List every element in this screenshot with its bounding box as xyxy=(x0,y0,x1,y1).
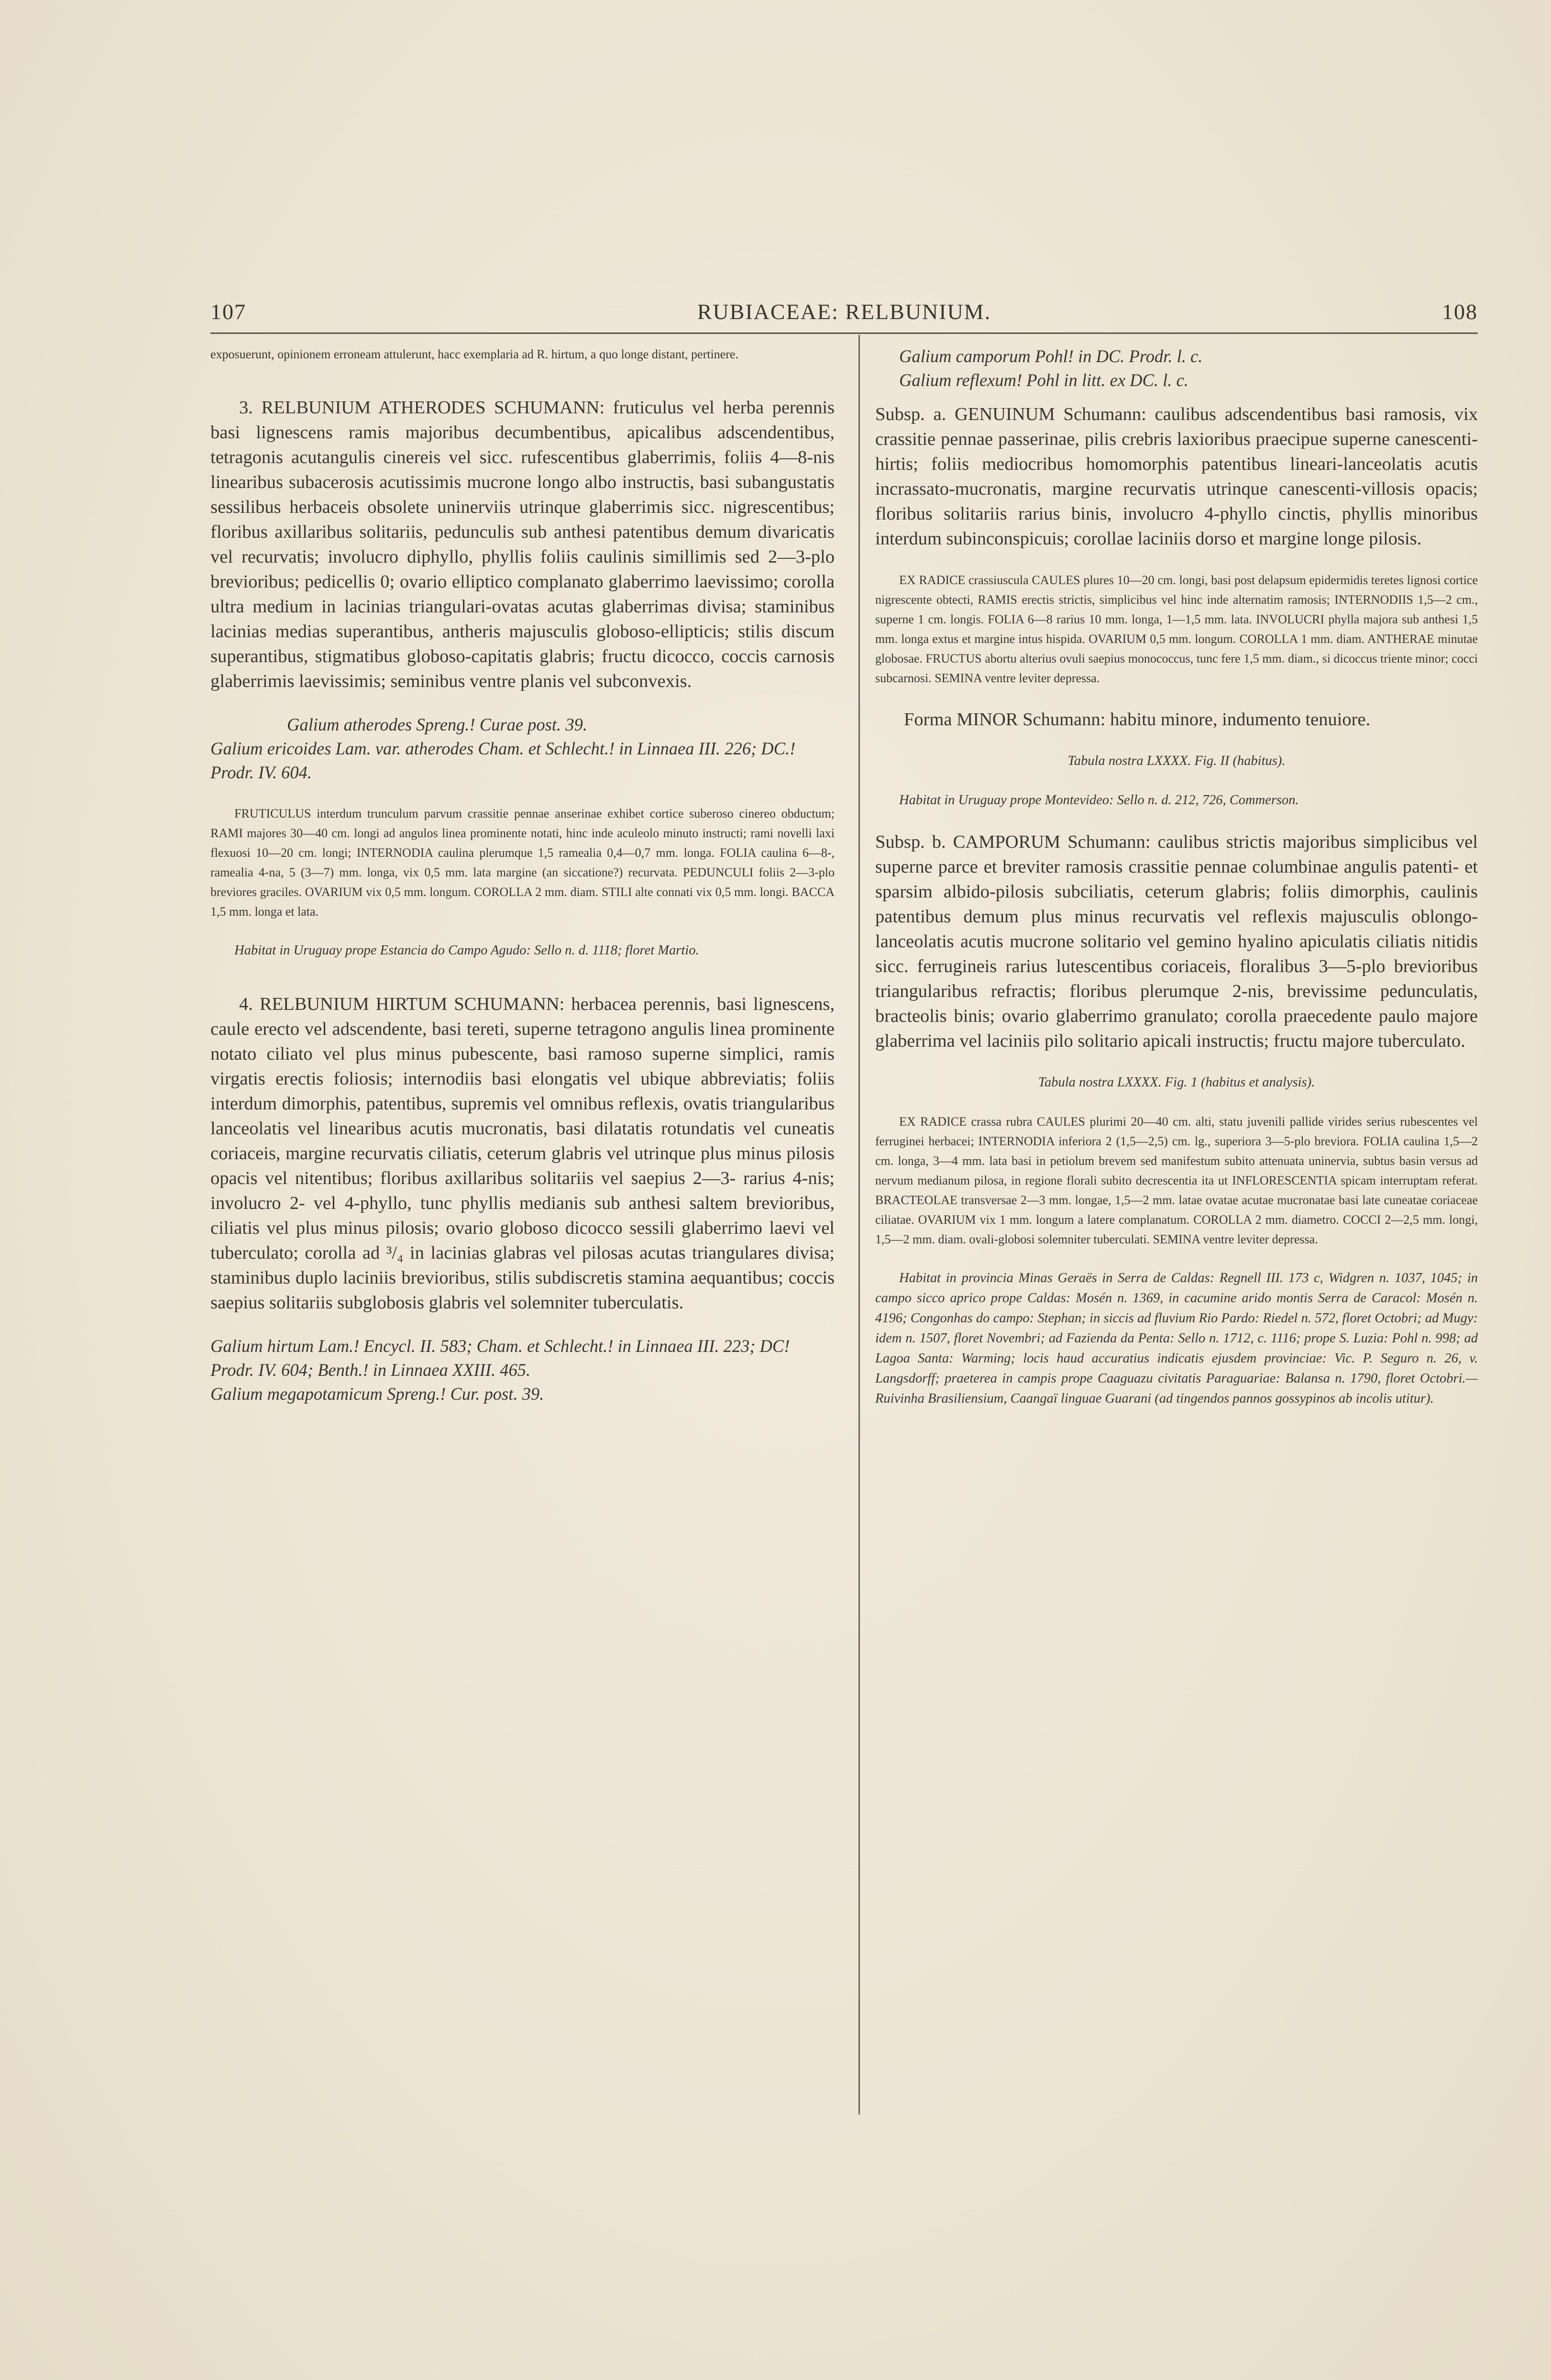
intro-text: exposuerunt, opinionem erroneam attulerunt, hacc exemplaria ad R. hirtum, a quo longe distant, pertinere. xyxy=(210,347,738,361)
plate-reference-1: Tabula nostra LXXXX. Fig. II (habitus). xyxy=(1067,753,1286,768)
subspecies-b-details: EX RADICE crassa rubra CAULES plurimi 20—40 cm. alti, statu juvenili pallide virides serius rubescentes vel ferruginei herbacei; INTERNODIA inferiora 2 (1,5—2,5) cm. lg., superiora 3—5-plo breviora. FOLIA caulina 1,5—2 cm. longa, 3—4 mm. lata basi in petiolum brevem sed manifestum subito attenuata uninervia, subtus basin versus ad nervum medianum pilosa, in regione florali subito decrescentia ita ut INFLORESCENTIA spicam interruptam referat. BRACTEOLAE transversae 2—3 mm. longae, 1,5—2 mm. latae ovatae acutae mucronatae basi late cuneatae coriaceae ciliatae. OVARIUM vix 1 mm. longum a latere complanatum. COROLLA 2 mm. diametro. COCCI 2—2,5 mm. longi, 1,5—2 mm. diam. ovali-globosi solemniter tuberculati. SEMINA ventre leviter depressa. xyxy=(875,1115,1478,1246)
running-header xyxy=(210,299,1478,332)
species-3-habitat: Habitat in Uruguay prope Estancia do Campo Agudo: Sello n. d. 1118; floret Martio. xyxy=(234,943,699,958)
plate-reference-2: Tabula nostra LXXXX. Fig. 1 (habitus et analysis). xyxy=(1038,1075,1315,1090)
species-3-details: FRUTICULUS interdum trunculum parvum crassitie pennae anserinae exhibet cortice suberoso cinereo obductum; RAMI majores 30—40 cm. longi ad angulos linea prominente notati, hinc inde aculeolo minuto instructi; rami novelli laxi flexuosi 10—20 cm. longi; INTERNODIA caulina plerumque 1,5 ramealia 0,4—0,7 mm. longa. FOLIA caulina 6—8-, ramealia 4-na, 5 (3—7) mm. longa, vix 0,5 mm. lata margine (an siccatione?) recurvata. PEDUNCULI foliis 2—3-plo breviores graciles. OVARIUM vix 0,5 mm. longum. COROLLA 2 mm. diam. STILI alte connati vix 0,5 mm. longi. BACCA 1,5 mm. longa et lata. xyxy=(210,807,835,919)
species-3-description: fruticulus vel herba perennis basi lignescens ramis majoribus decumbentibus, apicalibus adscendentibus, tetragonis acutangulis cinereis vel sicc. rufescentibus glaberrimis, foliis 4—8-nis linearibus subacerosis acutissimis mucrone longo albo instructis, basi subangustatis sessilibus herbaceis obsolete uninerviis utrinque glaberrimis sicc. nigrescentibus; floribus axillaribus solitariis, pedunculis sub anthesi patentibus demum divaricatis vel recurvatis; involucro diphyllo, phyllis foliis caulinis simillimis sed 2—3-plo brevioribus; pedicellis 0; ovario elliptico complanato glaberrimo laevissimo; corolla ultra medium in lacinias triangulari-ovatas acutas glaberrimas divisa; staminibus lacinias medias superantibus, antheris majusculis globoso-ellipticis; stilis discum superantibus, stigmatibus globoso-capitatis glabris; fructu dicocco, coccis carnosis glaberrimis laevissimis; seminibus ventre planis vel subconvexis. xyxy=(210,398,835,691)
species-4-synonym-2: Galium megapotamicum Spreng.! Cur. post. 39. xyxy=(210,1384,544,1404)
subspecies-b-description: caulibus strictis majoribus simplicibus vel superne parce et breviter ramosis crassitie pennae columbinae angulis patenti- et sparsim albido-pilosis subciliatis, ceterum glabris; foliis dimorphis, caulinis patentibus demum plus minus recurvatis vel reflexis majusculis oblongo-lanceolatis acutis mucrone solitario vel gemino hyalino apiculatis ciliatis nitidis sicc. ferrugineis rarius lutescentibus coriaceis, floralibus 3—5-plo brevioribus triangularibus refractis; floribus plerumque 2-nis, brevissime pedunculatis, bracteolis binis; ovario glaberrimo granulato; corolla praecedente paulo majore glaberrima vel laciniis pilo solitario apicali instructis; fructu majore tuberculato. xyxy=(875,832,1478,1051)
subspecies-a-heading: Subsp. a. GENUINUM Schumann: xyxy=(875,404,1146,424)
subspecies-a-habitat: Habitat in Uruguay prope Montevideo: Sello n. d. 212, 726, Commerson. xyxy=(899,793,1299,808)
species-4-heading: 4. RELBUNIUM HIRTUM SCHUMANN: xyxy=(239,994,565,1014)
right-column xyxy=(875,344,1478,1409)
species-3-synonym-1: Galium atherodes Spreng.! Curae post. 39. xyxy=(287,715,587,734)
subspecies-a-entry xyxy=(875,402,1478,551)
species-4-synonym-1: Galium hirtum Lam.! Encycl. II. 583; Cham. et Schlecht.! in Linnaea III. 223; DC! Prodr. IV. 604; Benth.! in Linnaea XXIII. 465. xyxy=(210,1336,790,1380)
subspecies-b-habitat: Habitat in provincia Minas Geraës in Serra de Caldas: Regnell III. 173 c, Widgren n. 1037, 1045; in campo sicco aprico prope Caldas: Mosén n. 1369, in cacumine arido montis Serra de Caracol: Mosén n. 4196; Congonhas do campo: Stephan; in siccis ad fluvium Rio Pardo: Riedel n. 572, floret Octobri; ad Mugy: idem n. 1507, floret Novembri; ad Fazienda da Penta: Sello n. 1712, c. 1116; prope S. Luzia: Pohl n. 998; ad Lagoa Santa: Warming; locis haud accuratius indicatis ejusdem provinciae: Vic. P. Seguro n. 26, v. Langsdorff; praeterea in campis prope Caaguazu civitatis Paraguariae: Balansa n. 1790, floret Octobri.— Ruivinha Brasiliensium, Caangaï linguae Guarani (ad tingendos pannos gossypinos ab incolis utitur). xyxy=(875,1271,1478,1406)
subspecies-a-description: caulibus adscendentibus basi ramosis, vix crassitie pennae passerinae, pilis crebris laxioribus praecipue superne canescenti-hirtis; foliis mediocribus homomorphis patentibus lineari-lanceolatis acutis incrassato-mucronatis, margine recurvatis utrinque canescenti-villosis opacis; floribus solitariis rarius binis, involucro 4-phyllo cinctis, phyllis minoribus interdum subinconspicuis; corollae laciniis dorso et margine longe pilosis. xyxy=(875,404,1478,549)
species-4-entry xyxy=(210,992,835,1315)
forma-minor: Forma MINOR Schumann: habitu minore, indumento tenuiore. xyxy=(904,709,1371,730)
subspecies-b-entry xyxy=(875,830,1478,1053)
running-title: RUBIACEAE: RELBUNIUM. xyxy=(697,299,991,324)
species-3-heading: 3. RELBUNIUM ATHERODES SCHUMANN: xyxy=(239,398,605,418)
subspecies-b-heading: Subsp. b. CAMPORUM Schumann: xyxy=(875,832,1151,852)
left-column xyxy=(210,344,835,1406)
column-divider xyxy=(858,335,860,2114)
species-3-synonym-2: Galium ericoides Lam. var. atherodes Cham. et Schlecht.! in Linnaea III. 226; DC.! Prodr. IV. 604. xyxy=(210,739,796,782)
subspecies-a-details: EX RADICE crassiuscula CAULES plures 10—20 cm. longi, basi post delapsum epidermidis teretes lignosi cortice nigrescente obtecti, RAMIS erectis strictis, simplicibus vel hinc inde alternatim ramosis; INTERNODIIS 1,5—2 cm., superne 1 cm. longis. FOLIA 6—8 rarius 10 mm. longa, 1—1,5 mm. lata. INVOLUCRI phylla majora sub anthesi 1,5 mm. longa extus et margine intus hispida. OVARIUM 0,5 mm. longum. COROLLA 1 mm. diam. ANTHERAE minutae globosae. FRUCTUS abortu alterius ovuli saepius monococcus, tunc fere 1,5 mm. diam., si dicoccus triente minor; cocci subcarnosi. SEMINA ventre leviter depressa. xyxy=(875,573,1478,685)
synonym-reflexum: Galium reflexum! Pohl in litt. ex DC. l. c. xyxy=(899,370,1188,390)
header-rule xyxy=(210,332,1478,334)
page-number-left: 107 xyxy=(210,299,246,324)
page-number-right: 108 xyxy=(1442,299,1478,324)
species-3-entry xyxy=(210,395,835,694)
synonym-camporum: Galium camporum Pohl! in DC. Prodr. l. c. xyxy=(899,346,1203,366)
species-4-description: herbacea perennis, basi lignescens, caule erecto vel adscendente, basi tereti, superne tetragono angulis linea prominente notato ciliato vel plus minus pubescente, basi ramoso superne simplici, ramis virgatis erectis foliosis; internodiis basi elongatis vel ubique abbreviatis; foliis interdum dimorphis, patentibus, supremis vel omnibus reflexis, ovatis triangularibus lanceolatis vel linearibus acutis mucronatis, basi dilatatis rotundatis vel cuneatis coriaceis, margine recurvatis ciliatis, ceterum glabris vel utrinque plus minus pilosis opacis vel nitentibus; floribus axillaribus solitariis vel saepius 2—3- rarius 4-nis; involucro 2- vel 4-phyllo, tunc phyllis medianis sub anthesi saltem brevioribus, ciliatis vel plus minus pilosis; ovario globoso dicocco sessili glaberrimo laevi vel tuberculato; corolla ad ³/₄ in lacinias glabras vel pilosas acutas triangulares divisa; staminibus duplo laciniis brevioribus, stilis subdiscretis stamina aequantibus; coccis saepius solitariis subglobosis glabris vel solemniter tuberculatis. xyxy=(210,994,835,1313)
